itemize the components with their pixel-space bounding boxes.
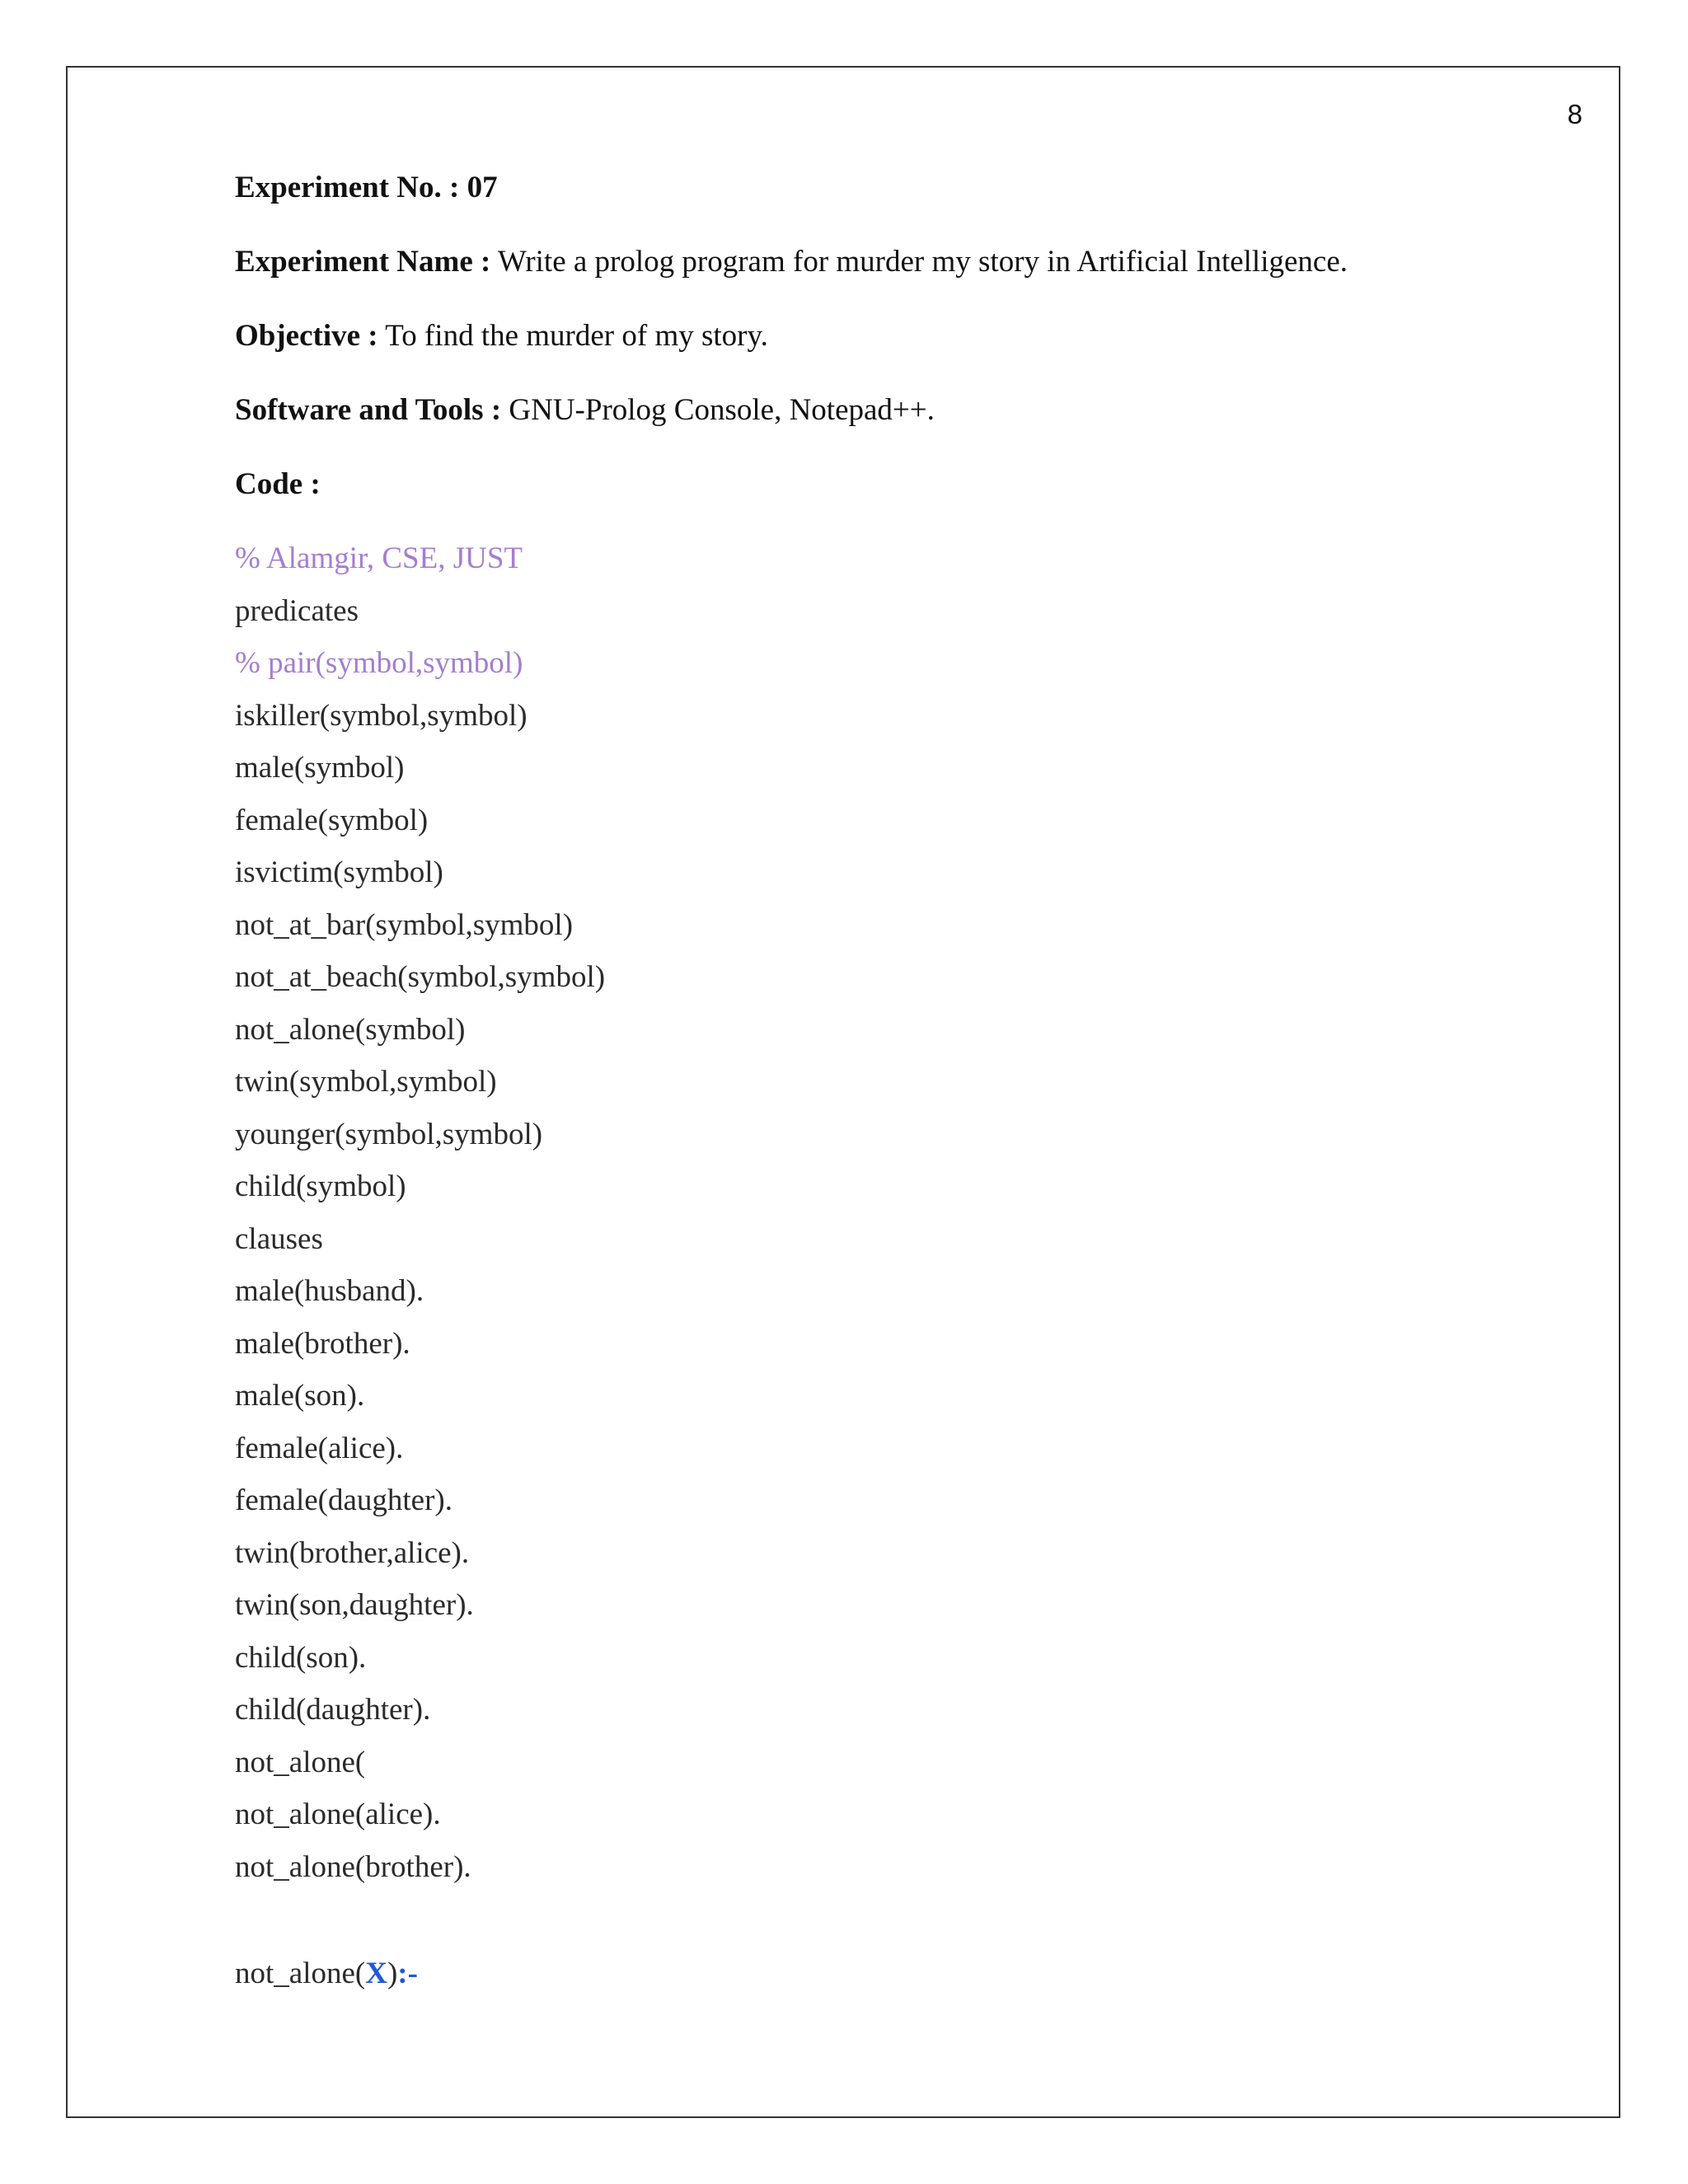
code-line: female(symbol) [235, 803, 429, 837]
software-tools-value: GNU-Prolog Console, Notepad++. [501, 393, 935, 427]
code-comment-line: % pair(symbol,symbol) [235, 646, 523, 680]
experiment-name-label: Experiment Name : [235, 245, 491, 279]
objective [235, 318, 768, 354]
code-line: not_at_beach(symbol,symbol) [235, 960, 606, 994]
code-line: twin(symbol,symbol) [235, 1065, 497, 1099]
code-line: clauses [235, 1221, 323, 1256]
code-line: twin(son,daughter). [235, 1588, 474, 1622]
software-tools-label: Software and Tools : [235, 393, 502, 427]
rule-head-close: ) [387, 1957, 398, 1990]
code-line: child(symbol) [235, 1169, 406, 1203]
code-heading [235, 466, 321, 503]
objective-value: To find the murder of my story. [377, 319, 768, 353]
code-line: not_alone(brother). [235, 1849, 471, 1884]
experiment-name [235, 244, 1348, 280]
code-line: predicates [235, 593, 359, 628]
experiment-number [235, 170, 498, 206]
code-label: Code : [235, 467, 321, 501]
objective-label: Objective : [235, 319, 378, 353]
code-line: male(son). [235, 1379, 365, 1413]
experiment-name-value: Write a prolog program for murder my story in Artificial Intelligence. [490, 245, 1348, 279]
code-line: younger(symbol,symbol) [235, 1117, 543, 1151]
code-line: female(daughter). [235, 1483, 452, 1517]
code-comment-line: % Alamgir, CSE, JUST [235, 541, 523, 575]
code-line: twin(brother,alice). [235, 1535, 470, 1570]
experiment-number-label: Experiment No. : 07 [235, 171, 498, 204]
rule-operator: :- [397, 1957, 418, 1990]
code-line: not_at_bar(symbol,symbol) [235, 907, 574, 942]
code-line: not_alone( [235, 1745, 366, 1779]
code-line: not_alone(alice). [235, 1797, 441, 1831]
code-line: male(symbol) [235, 751, 405, 785]
rule-variable: X [365, 1957, 387, 1990]
code-line: child(son). [235, 1640, 367, 1675]
code-line-rule-head [235, 1956, 418, 1992]
page-number: 8 [1567, 99, 1582, 129]
code-line: child(daughter). [235, 1693, 431, 1727]
software-tools [235, 392, 935, 429]
rule-head-prefix: not_alone( [235, 1957, 366, 1990]
code-line: not_alone(symbol) [235, 1012, 466, 1047]
code-line: isvictim(symbol) [235, 855, 443, 889]
code-line: male(husband). [235, 1274, 424, 1308]
code-line: iskiller(symbol,symbol) [235, 698, 528, 733]
code-line: female(alice). [235, 1431, 404, 1465]
code-line: male(brother). [235, 1326, 410, 1361]
